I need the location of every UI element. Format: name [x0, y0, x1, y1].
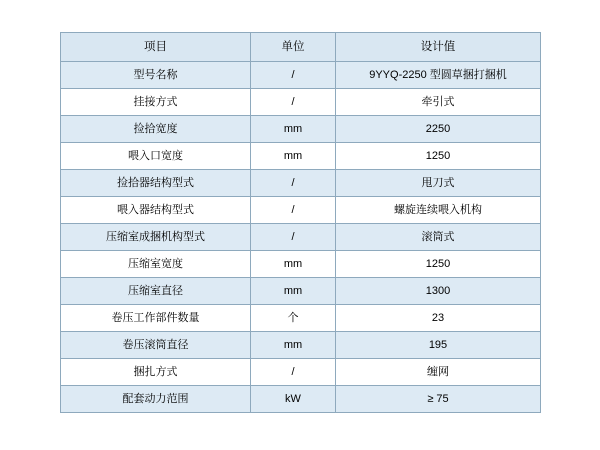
table-row [61, 62, 541, 89]
cell-unit: mm [251, 278, 336, 305]
cell-unit: kW [251, 386, 336, 413]
cell-unit: 个 [251, 305, 336, 332]
cell-item: 挂接方式 [61, 89, 251, 116]
cell-value: 甩刀式 [336, 170, 541, 197]
cell-item: 捡拾器结构型式 [61, 170, 251, 197]
table-row [61, 332, 541, 359]
cell-value: 1250 [336, 143, 541, 170]
cell-value: 缠网 [336, 359, 541, 386]
table-row [61, 89, 541, 116]
specification-table [60, 32, 541, 413]
cell-value: 滚筒式 [336, 224, 541, 251]
cell-value: 2250 [336, 116, 541, 143]
table-row [61, 386, 541, 413]
cell-value: 1250 [336, 251, 541, 278]
table-row [61, 359, 541, 386]
cell-unit: / [251, 170, 336, 197]
cell-item: 喂入口宽度 [61, 143, 251, 170]
cell-item: 喂入器结构型式 [61, 197, 251, 224]
cell-unit: / [251, 359, 336, 386]
cell-value: 9YYQ-2250 型圆草捆打捆机 [336, 62, 541, 89]
cell-item: 压缩室宽度 [61, 251, 251, 278]
column-header-item: 项目 [61, 33, 251, 62]
table-row [61, 278, 541, 305]
table-row [61, 224, 541, 251]
table-row [61, 170, 541, 197]
cell-unit: / [251, 197, 336, 224]
cell-item: 配套动力范围 [61, 386, 251, 413]
cell-item: 卷压工作部件数量 [61, 305, 251, 332]
cell-value: ≥ 75 [336, 386, 541, 413]
cell-item: 捡拾宽度 [61, 116, 251, 143]
cell-item: 压缩室成捆机构型式 [61, 224, 251, 251]
cell-unit: / [251, 62, 336, 89]
cell-unit: mm [251, 251, 336, 278]
cell-unit: / [251, 224, 336, 251]
table-header [61, 33, 541, 62]
spec-table-container [60, 32, 540, 413]
table-row [61, 143, 541, 170]
column-header-value: 设计值 [336, 33, 541, 62]
cell-unit: mm [251, 143, 336, 170]
table-row [61, 305, 541, 332]
table-body [61, 62, 541, 413]
cell-value: 螺旋连续喂入机构 [336, 197, 541, 224]
cell-value: 195 [336, 332, 541, 359]
table-row [61, 116, 541, 143]
cell-value: 23 [336, 305, 541, 332]
column-header-unit: 单位 [251, 33, 336, 62]
table-row [61, 251, 541, 278]
table-header-row [61, 33, 541, 62]
cell-value: 牵引式 [336, 89, 541, 116]
cell-item: 压缩室直径 [61, 278, 251, 305]
cell-value: 1300 [336, 278, 541, 305]
cell-item: 捆扎方式 [61, 359, 251, 386]
cell-item: 卷压滚筒直径 [61, 332, 251, 359]
cell-item: 型号名称 [61, 62, 251, 89]
cell-unit: mm [251, 332, 336, 359]
table-row [61, 197, 541, 224]
cell-unit: mm [251, 116, 336, 143]
cell-unit: / [251, 89, 336, 116]
